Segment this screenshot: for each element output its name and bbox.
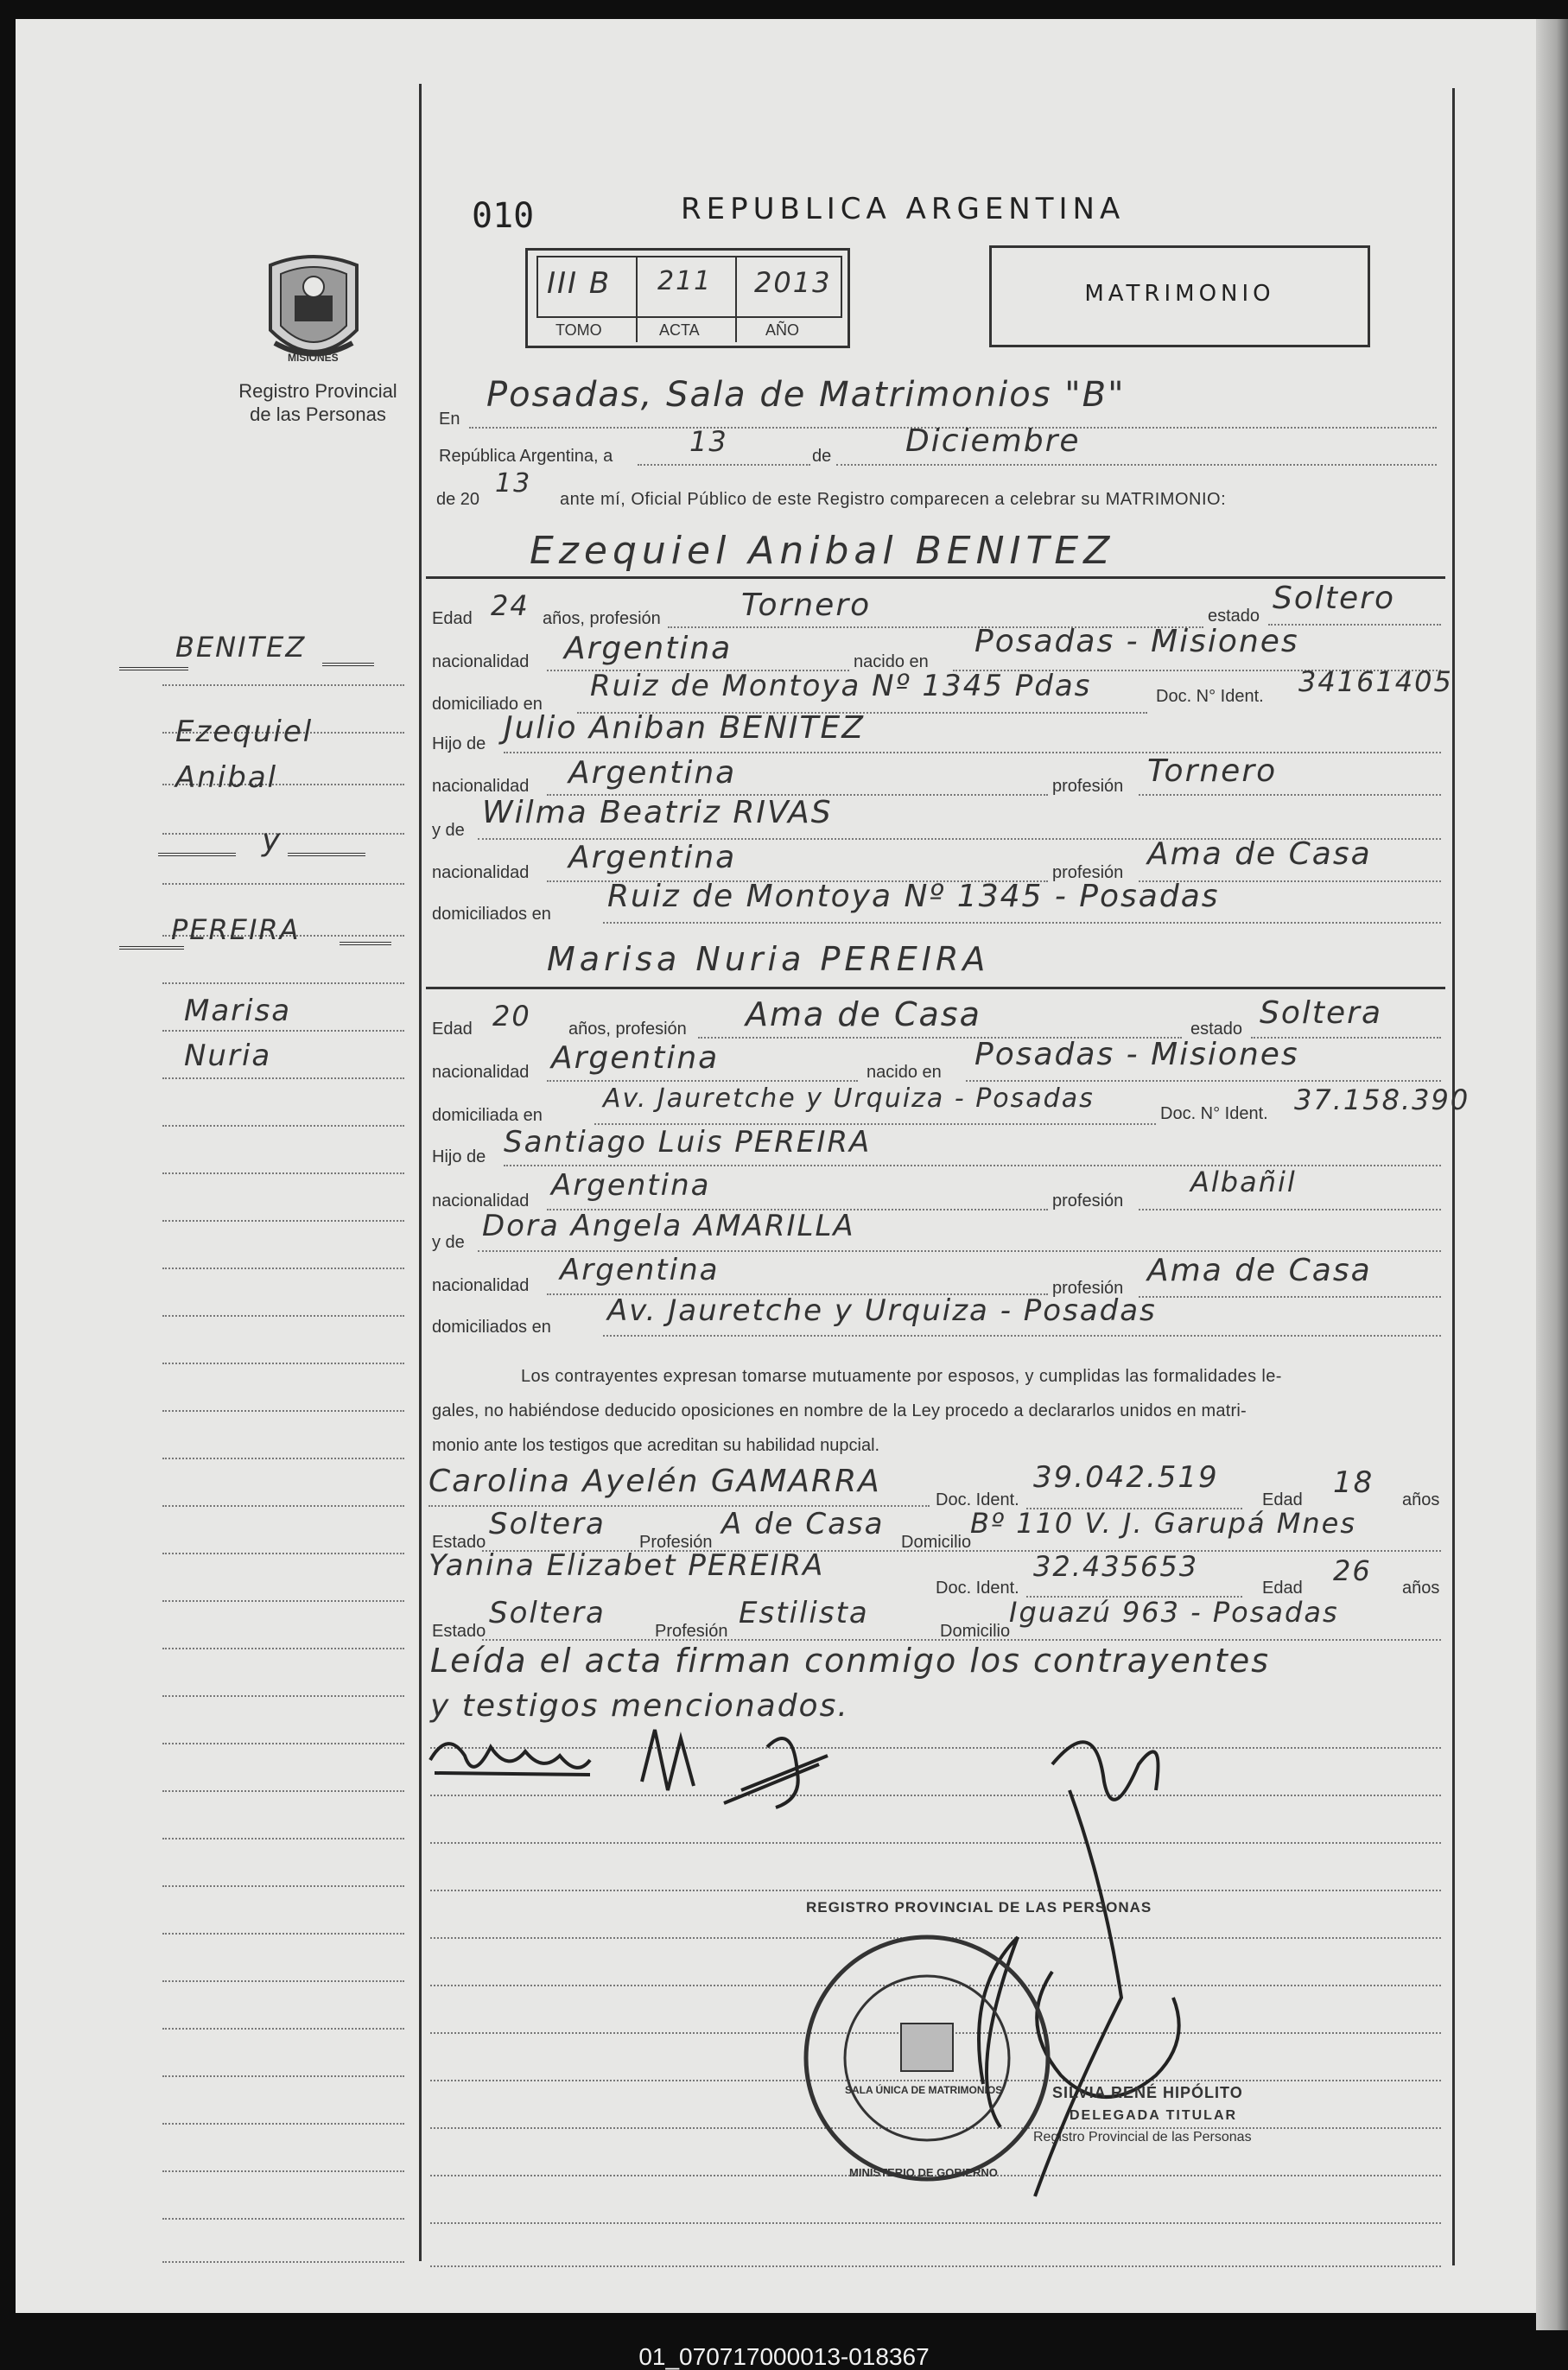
witness2-age: 26 (1333, 1554, 1372, 1587)
witness1-anos-label: años (1402, 1490, 1440, 1509)
groom-father: Julio Aniban BENITEZ (504, 710, 865, 746)
groom-doc-label: Doc. N° Ident. (1156, 687, 1264, 706)
bride-nationality: Argentina (551, 1040, 720, 1076)
republica-label: República Argentina, a (439, 447, 613, 466)
groom-full-name: Ezequiel Anibal BENITEZ (530, 529, 1115, 573)
bride-father-profession: Albañil (1190, 1166, 1297, 1198)
place-value: Posadas, Sala de Matrimonios "B" (486, 375, 1126, 415)
margin-groom-given1: Ezequiel (175, 715, 314, 749)
witness2-name: Yanina Elizabet PEREIRA (429, 1548, 825, 1583)
bride-estado-label: estado (1190, 1020, 1243, 1039)
year-suffix: 13 (495, 468, 532, 499)
stamp-seal-icon (797, 1920, 1057, 2196)
bride-mother-nationality: Argentina (560, 1253, 720, 1287)
witness2-doc-label: Doc. Ident. (936, 1579, 1019, 1598)
witness1-profesion-label: Profesión (639, 1533, 713, 1552)
groom-father-nationality: Argentina (568, 755, 737, 791)
declaration-line3: monio ante los testigos que acreditan su habilidad nupcial. (432, 1436, 880, 1455)
groom-mother-profession: Ama de Casa (1147, 836, 1372, 872)
record-type: MATRIMONIO (1084, 281, 1275, 307)
page-number: 010 (472, 196, 535, 236)
officer-name: SILVIA RENÉ HIPÓLITO (1052, 2084, 1243, 2101)
acta-label: ACTA (659, 321, 700, 339)
bride-nat-label: nacionalidad (432, 1063, 530, 1082)
registry-logo (253, 248, 374, 378)
bride-age: 20 (492, 1000, 531, 1033)
groom-nat-label: nacionalidad (432, 652, 530, 671)
bride-doc-label: Doc. N° Ident. (1160, 1104, 1268, 1123)
groom-parents-address: Ruiz de Montoya Nº 1345 - Posadas (607, 879, 1220, 914)
margin-conjunction: y (262, 823, 282, 858)
margin-bride-surname: PEREIRA (171, 913, 301, 946)
de20-label: de 20 (436, 490, 480, 509)
declaration-line2: gales, no habiéndose deducido oposiciones en nombre de la Ley procedo a declararlos unidos en matri- (432, 1401, 1247, 1420)
groom-birthplace: Posadas - Misiones (974, 624, 1299, 659)
closing-line1: Leída el acta firman conmigo los contrayentes (430, 1642, 1271, 1680)
groom-age: 24 (491, 589, 530, 622)
groom-marital-status: Soltero (1273, 581, 1395, 616)
bride-nacido-label: nacido en (867, 1063, 942, 1082)
groom-father-profession: Tornero (1147, 753, 1278, 789)
witness2-profesion-label: Profesión (655, 1622, 728, 1641)
bride-hijo-label: Hijo de (432, 1147, 486, 1166)
groom-parents-dom-label: domiciliados en (432, 905, 551, 924)
stamp-ring-text: REGISTRO PROVINCIAL DE LAS PERSONAS (806, 1899, 1152, 1916)
en-label: En (439, 410, 460, 429)
bride-marital-status: Soltera (1260, 995, 1383, 1031)
bride-full-name: Marisa Nuria PEREIRA (547, 940, 990, 978)
officer-office: Registro Provincial de las Personas (1033, 2130, 1252, 2144)
tomo-value: III B (547, 266, 612, 301)
groom-mother-nationality: Argentina (568, 840, 737, 875)
groom-y-de-label: y de (432, 821, 465, 840)
acta-value: 211 (657, 266, 713, 296)
bride-y-de-label: y de (432, 1233, 465, 1252)
signature-groom (430, 1744, 590, 1775)
bride-mother-profession: Ama de Casa (1147, 1253, 1372, 1288)
witness2-doc: 32.435653 (1033, 1550, 1199, 1583)
matrimonio-box (989, 245, 1370, 347)
bride-father: Santiago Luis PEREIRA (504, 1125, 872, 1160)
image-code: 01_070717000013-018367 (638, 2343, 930, 2370)
groom-father-prof-label: profesión (1052, 777, 1124, 796)
witness1-estado: Soltera (489, 1507, 606, 1541)
groom-mother-prof-label: profesión (1052, 863, 1124, 882)
witness2-anos-label: años (1402, 1579, 1440, 1598)
registry-name-line2: de las Personas (250, 403, 386, 425)
ano-label: AÑO (765, 321, 800, 339)
margin-bride-given1: Marisa (184, 994, 292, 1028)
tomo-label: TOMO (555, 321, 602, 339)
witness2-estado-label: Estado (432, 1622, 486, 1641)
ante-text: ante mí, Oficial Público de este Registro comparecen a celebrar su MATRIMONIO: (560, 490, 1227, 509)
seal-text: MISIONES (288, 352, 339, 364)
witness1-domicilio-label: Domicilio (901, 1533, 972, 1552)
bride-anos-label: años, profesión (568, 1020, 687, 1039)
groom-dom-label: domiciliado en (432, 695, 543, 714)
month-value: Diciembre (905, 423, 1081, 459)
stamp-bottom-text: MINISTERIO DE GOBIERNO (849, 2166, 998, 2179)
groom-estado-label: estado (1208, 607, 1260, 626)
margin-groom-surname: BENITEZ (175, 631, 307, 664)
tomo-acta-ano-box (525, 248, 850, 348)
margin-bride-given2: Nuria (184, 1039, 272, 1073)
bride-parents-dom-label: domiciliados en (432, 1318, 551, 1337)
witness1-domicilio: Bº 110 V. J. Garupá Mnes (970, 1507, 1356, 1540)
country-heading: REPUBLICA ARGENTINA (681, 192, 1126, 226)
witness1-profesion: A de Casa (721, 1507, 885, 1541)
ano-value: 2013 (754, 266, 832, 299)
signature-witness1 (724, 1738, 828, 1808)
bride-father-nat-label: nacionalidad (432, 1191, 530, 1210)
witness2-domicilio: Iguazú 963 - Posadas (1009, 1596, 1339, 1629)
witness2-edad-label: Edad (1262, 1579, 1303, 1598)
witness1-estado-label: Estado (432, 1533, 486, 1552)
groom-profession: Tornero (741, 588, 872, 623)
witness1-doc-label: Doc. Ident. (936, 1490, 1019, 1509)
bride-profession: Ama de Casa (746, 995, 981, 1033)
bride-parents-address: Av. Jauretche y Urquiza - Posadas (607, 1293, 1157, 1328)
book-binding-edge (1536, 19, 1568, 2330)
witness1-doc: 39.042.519 (1033, 1460, 1219, 1495)
groom-mother-nat-label: nacionalidad (432, 863, 530, 882)
groom-anos-label: años, profesión (543, 609, 661, 628)
declaration-line1: Los contrayentes expresan tomarse mutuamente por esposos, y cumplidas las formalidades le- (521, 1367, 1282, 1386)
bride-doc-number: 37.158.390 (1294, 1083, 1470, 1116)
bride-father-nationality: Argentina (551, 1168, 711, 1203)
witness1-edad-label: Edad (1262, 1490, 1303, 1509)
closing-line2: y testigos mencionados. (430, 1688, 849, 1724)
day-value: 13 (689, 425, 728, 458)
de-label: de (812, 447, 832, 466)
bride-edad-label: Edad (432, 1020, 473, 1039)
bride-address: Av. Jauretche y Urquiza - Posadas (603, 1083, 1095, 1114)
witness1-name: Carolina Ayelén GAMARRA (429, 1464, 881, 1499)
groom-address: Ruiz de Montoya Nº 1345 Pdas (590, 669, 1092, 703)
groom-name-rule (426, 576, 1445, 579)
groom-doc-number: 34161405 (1298, 665, 1453, 698)
bride-name-rule (426, 987, 1445, 989)
witness2-domicilio-label: Domicilio (940, 1622, 1011, 1641)
bride-mother-prof-label: profesión (1052, 1279, 1124, 1298)
signature-bride (642, 1730, 694, 1790)
officer-title: DELEGADA TITULAR (1070, 2108, 1238, 2123)
registry-sheet (16, 19, 1536, 2313)
groom-father-nat-label: nacionalidad (432, 777, 530, 796)
bride-mother-nat-label: nacionalidad (432, 1276, 530, 1295)
witness1-age: 18 (1333, 1465, 1374, 1500)
groom-mother: Wilma Beatriz RIVAS (482, 795, 833, 830)
groom-hijo-label: Hijo de (432, 734, 486, 753)
bride-birthplace: Posadas - Misiones (974, 1037, 1299, 1072)
witness2-estado: Soltera (489, 1596, 606, 1630)
witness2-profesion: Estilista (739, 1596, 869, 1630)
bride-father-prof-label: profesión (1052, 1191, 1124, 1210)
stamp-inner-text: SALA ÚNICA DE MATRIMONIOS (845, 2084, 1003, 2096)
groom-nationality: Argentina (564, 631, 733, 666)
bride-mother: Dora Angela AMARILLA (482, 1209, 855, 1243)
bride-dom-label: domiciliada en (432, 1106, 543, 1125)
margin-groom-given2: Anibal (175, 760, 278, 795)
groom-edad-label: Edad (432, 609, 473, 628)
groom-nacido-label: nacido en (854, 652, 929, 671)
registry-name-line1: Registro Provincial (238, 380, 397, 402)
